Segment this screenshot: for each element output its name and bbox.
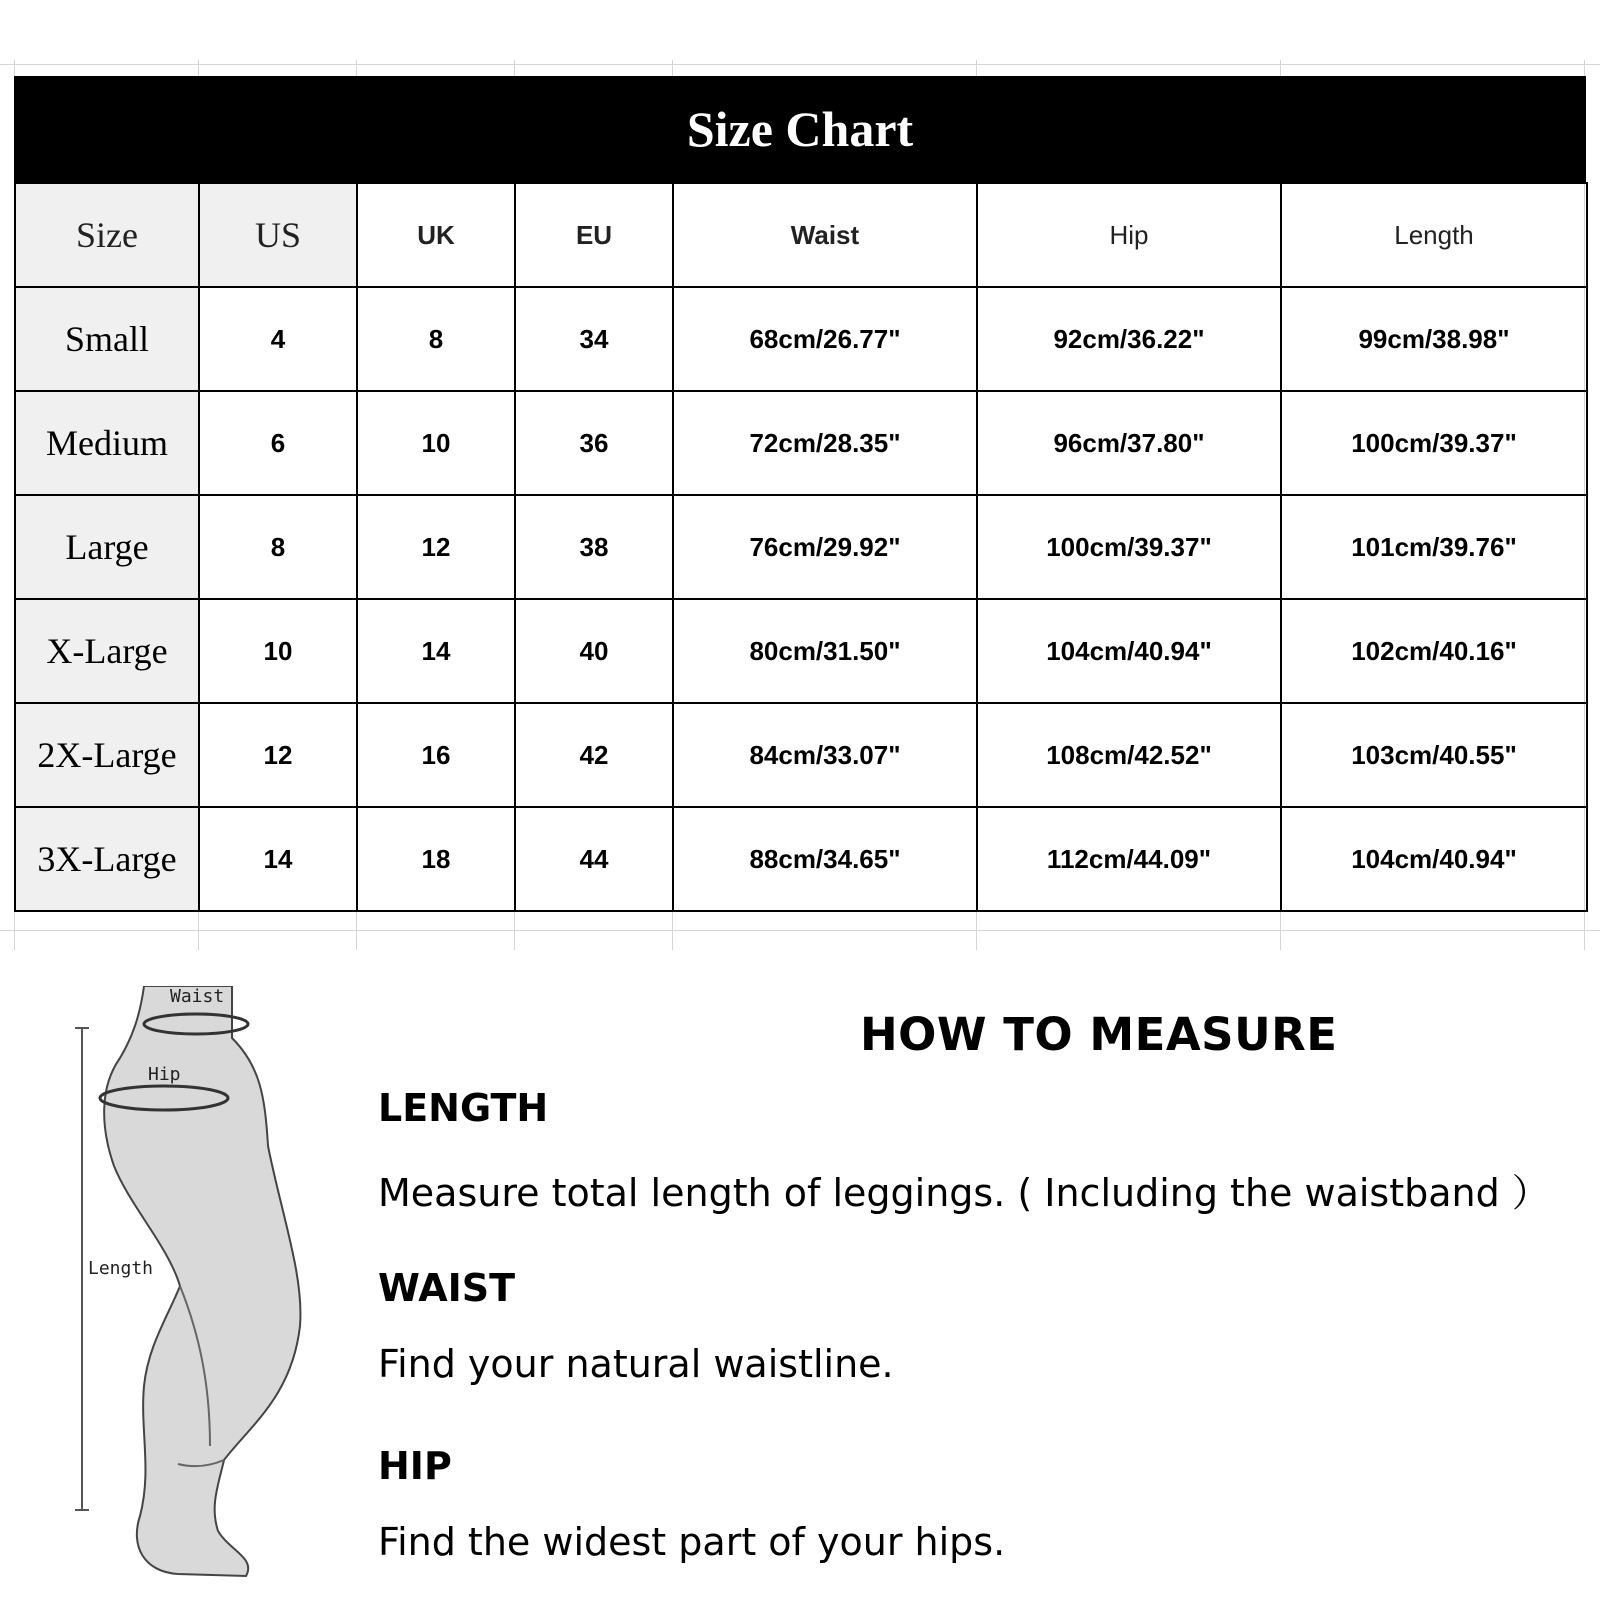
figure-length-label: Length <box>88 1258 154 1279</box>
table-row <box>15 391 1587 495</box>
size-chart <box>14 76 1586 912</box>
cell-size: Small <box>15 287 199 391</box>
table-row <box>15 599 1587 703</box>
cell-eu: 34 <box>515 287 673 391</box>
waist-heading: WAIST <box>378 1266 516 1310</box>
figure-waist-label: Waist <box>170 986 225 1007</box>
cell-length: 102cm/40.16" <box>1281 599 1587 703</box>
header-uk: UK <box>357 183 515 287</box>
cell-length: 100cm/39.37" <box>1281 391 1587 495</box>
table-row <box>15 807 1587 911</box>
cell-size: Large <box>15 495 199 599</box>
figure-hip-label: Hip <box>148 1064 181 1085</box>
cell-waist: 72cm/28.35" <box>673 391 977 495</box>
how-to-measure-title: HOW TO MEASURE <box>860 1008 1338 1061</box>
cell-size: 3X-Large <box>15 807 199 911</box>
cell-us: 8 <box>199 495 357 599</box>
size-table <box>14 182 1588 912</box>
cell-size: 2X-Large <box>15 703 199 807</box>
cell-waist: 88cm/34.65" <box>673 807 977 911</box>
hip-description: Find the widest part of your hips. <box>378 1520 1006 1564</box>
table-row <box>15 703 1587 807</box>
size-chart-title: Size Chart <box>14 76 1586 182</box>
length-heading: LENGTH <box>378 1086 549 1130</box>
cell-hip: 104cm/40.94" <box>977 599 1281 703</box>
header-waist: Waist <box>673 183 977 287</box>
cell-hip: 96cm/37.80" <box>977 391 1281 495</box>
header-length: Length <box>1281 183 1587 287</box>
cell-eu: 42 <box>515 703 673 807</box>
cell-hip: 108cm/42.52" <box>977 703 1281 807</box>
cell-eu: 38 <box>515 495 673 599</box>
cell-hip: 100cm/39.37" <box>977 495 1281 599</box>
cell-length: 103cm/40.55" <box>1281 703 1587 807</box>
waist-description: Find your natural waistline. <box>378 1342 894 1386</box>
table-row <box>15 495 1587 599</box>
cell-waist: 68cm/26.77" <box>673 287 977 391</box>
cell-uk: 8 <box>357 287 515 391</box>
header-hip: Hip <box>977 183 1281 287</box>
leggings-figure-icon <box>60 986 320 1596</box>
cell-size: X-Large <box>15 599 199 703</box>
cell-us: 10 <box>199 599 357 703</box>
length-description: Measure total length of leggings. ( Including the waistband ） <box>378 1171 1550 1215</box>
cell-length: 99cm/38.98" <box>1281 287 1587 391</box>
cell-waist: 76cm/29.92" <box>673 495 977 599</box>
cell-uk: 10 <box>357 391 515 495</box>
header-us: US <box>199 183 357 287</box>
cell-uk: 14 <box>357 599 515 703</box>
header-size: Size <box>15 183 199 287</box>
cell-us: 6 <box>199 391 357 495</box>
cell-size: Medium <box>15 391 199 495</box>
cell-uk: 18 <box>357 807 515 911</box>
cell-length: 104cm/40.94" <box>1281 807 1587 911</box>
table-header-row <box>15 183 1587 287</box>
cell-hip: 112cm/44.09" <box>977 807 1281 911</box>
table-row <box>15 287 1587 391</box>
cell-waist: 80cm/31.50" <box>673 599 977 703</box>
cell-waist: 84cm/33.07" <box>673 703 977 807</box>
hip-heading: HIP <box>378 1444 452 1488</box>
cell-us: 14 <box>199 807 357 911</box>
leggings-illustration <box>60 986 320 1596</box>
cell-uk: 16 <box>357 703 515 807</box>
cell-us: 4 <box>199 287 357 391</box>
cell-hip: 92cm/36.22" <box>977 287 1281 391</box>
cell-length: 101cm/39.76" <box>1281 495 1587 599</box>
header-eu: EU <box>515 183 673 287</box>
cell-eu: 44 <box>515 807 673 911</box>
cell-uk: 12 <box>357 495 515 599</box>
cell-eu: 36 <box>515 391 673 495</box>
cell-eu: 40 <box>515 599 673 703</box>
cell-us: 12 <box>199 703 357 807</box>
